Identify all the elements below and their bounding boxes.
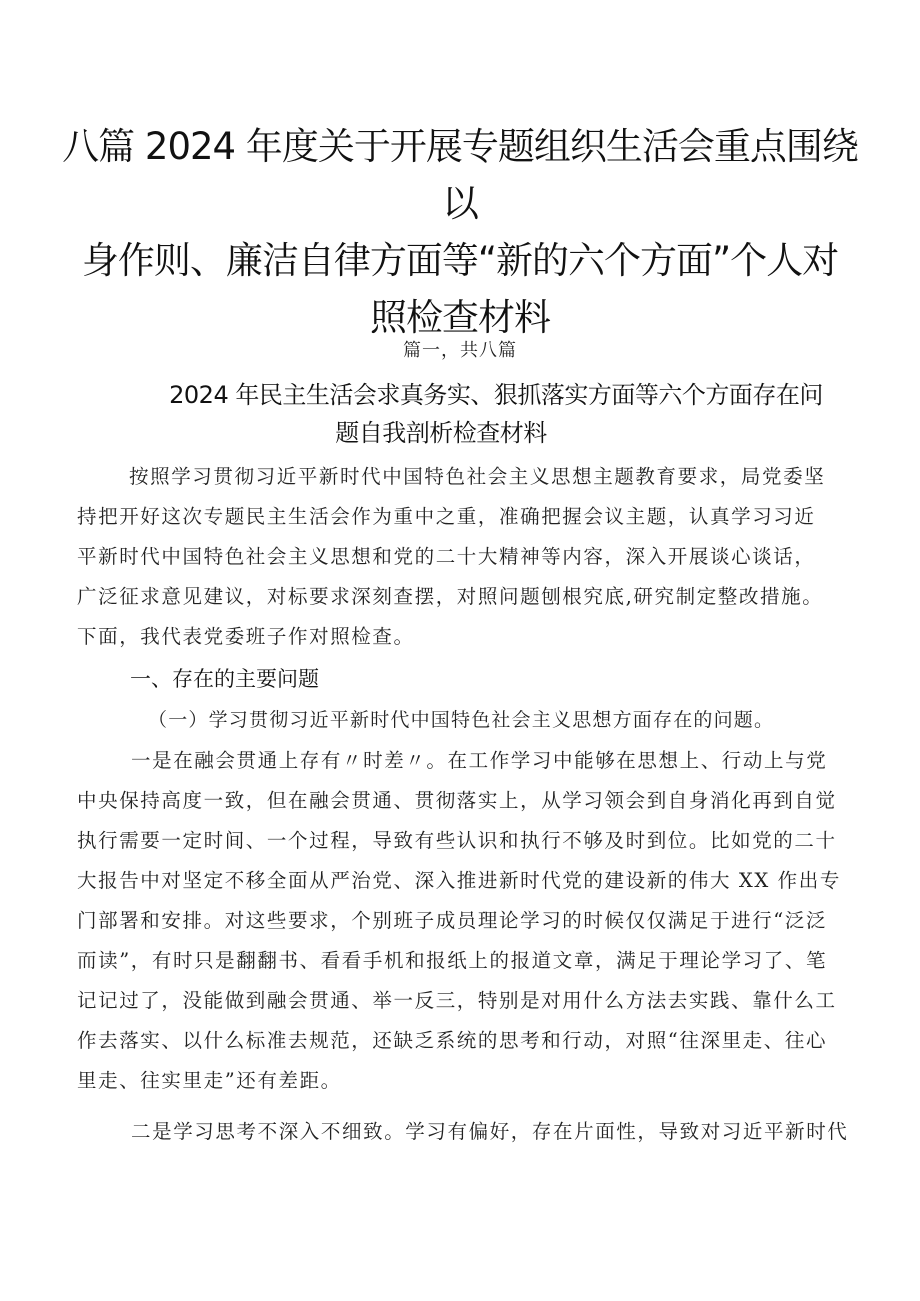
paragraph-line: 持把开好这次专题民主生活会作为重中之重，准确把握会议主题，认真学习习近 (77, 505, 816, 528)
title-line: 身作则、廉洁自律方面等“新的六个方面”个人对 (81, 239, 839, 282)
document-title (60, 118, 860, 346)
title-line: 八篇 2024 年度关于开展专题组织生活会重点围绕以 (62, 125, 858, 225)
paragraph-line: 下面，我代表党委班子作对照检查。 (77, 625, 415, 648)
subtitle-line: 题自我剖析检查材料 (335, 419, 547, 447)
paragraph-line: 而读”，有时只是翻翻书、看看手机和报纸上的报道文章，满足于理论学习了、笔 (77, 949, 828, 972)
paragraph-line: 二是学习思考不深入不细致。学习有偏好，存在片面性，导致对习近平新时代 (131, 1120, 849, 1143)
part-label: 篇一，共八篇 (403, 340, 517, 361)
title-line: 照检查材料 (370, 296, 550, 339)
paragraph-line: 里走、往实里走”还有差距。 (77, 1069, 342, 1092)
article-subtitle (96, 376, 856, 452)
subtitle-line: 2024 年民主生活会求真务实、狠抓落实方面等六个方面存在问 (169, 381, 823, 409)
paragraph-line: 作去落实、以什么标准去规范，还缺乏系统的思考和行动，对照“往深里走、往心 (77, 1029, 828, 1052)
point-two-paragraph (77, 1112, 853, 1152)
intro-paragraph (77, 457, 853, 657)
point-one-paragraph (77, 741, 853, 1101)
paragraph-line: 中央保持高度一致，但在融会贯通、贯彻落实上，从学习领会到自身消化再到自觉 (77, 789, 837, 812)
paragraph-line: 一是在融会贯通上存有〃时差〃。在工作学习中能够在思想上、行动上与党 (131, 749, 828, 772)
paragraph-line: 记记过了，没能做到融会贯通、举一反三，特别是对用什么方法去实践、靠什么工 (77, 989, 837, 1012)
paragraph-line: 门部署和安排。对这些要求，个别班子成员理论学习的时候仅仅满足于进行“泛泛 (77, 909, 828, 932)
paragraph-line: 执行需要一定时间、一个过程，导致有些认识和执行不够及时到位。比如党的二十 (77, 829, 837, 852)
paragraph-line: 广泛征求意见建议，对标要求深刻查摆，对照问题刨根究底,研究制定整改措施。 (77, 585, 824, 608)
section-heading: 一、存在的主要问题 (130, 667, 319, 691)
paragraph-line: 平新时代中国特色社会主义思想和党的二十大精神等内容，深入开展谈心谈话， (77, 545, 816, 568)
subsection-heading: （一）学习贯彻习近平新时代中国特色社会主义思想方面存在的问题。 (148, 709, 775, 731)
paragraph-line: 按照学习贯彻习近平新时代中国特色社会主义思想主题教育要求，局党委坚 (129, 465, 826, 488)
paragraph-line: 大报告中对坚定不移全面从严治党、深入推进新时代党的建设新的伟大 XX 作出专 (77, 869, 841, 892)
